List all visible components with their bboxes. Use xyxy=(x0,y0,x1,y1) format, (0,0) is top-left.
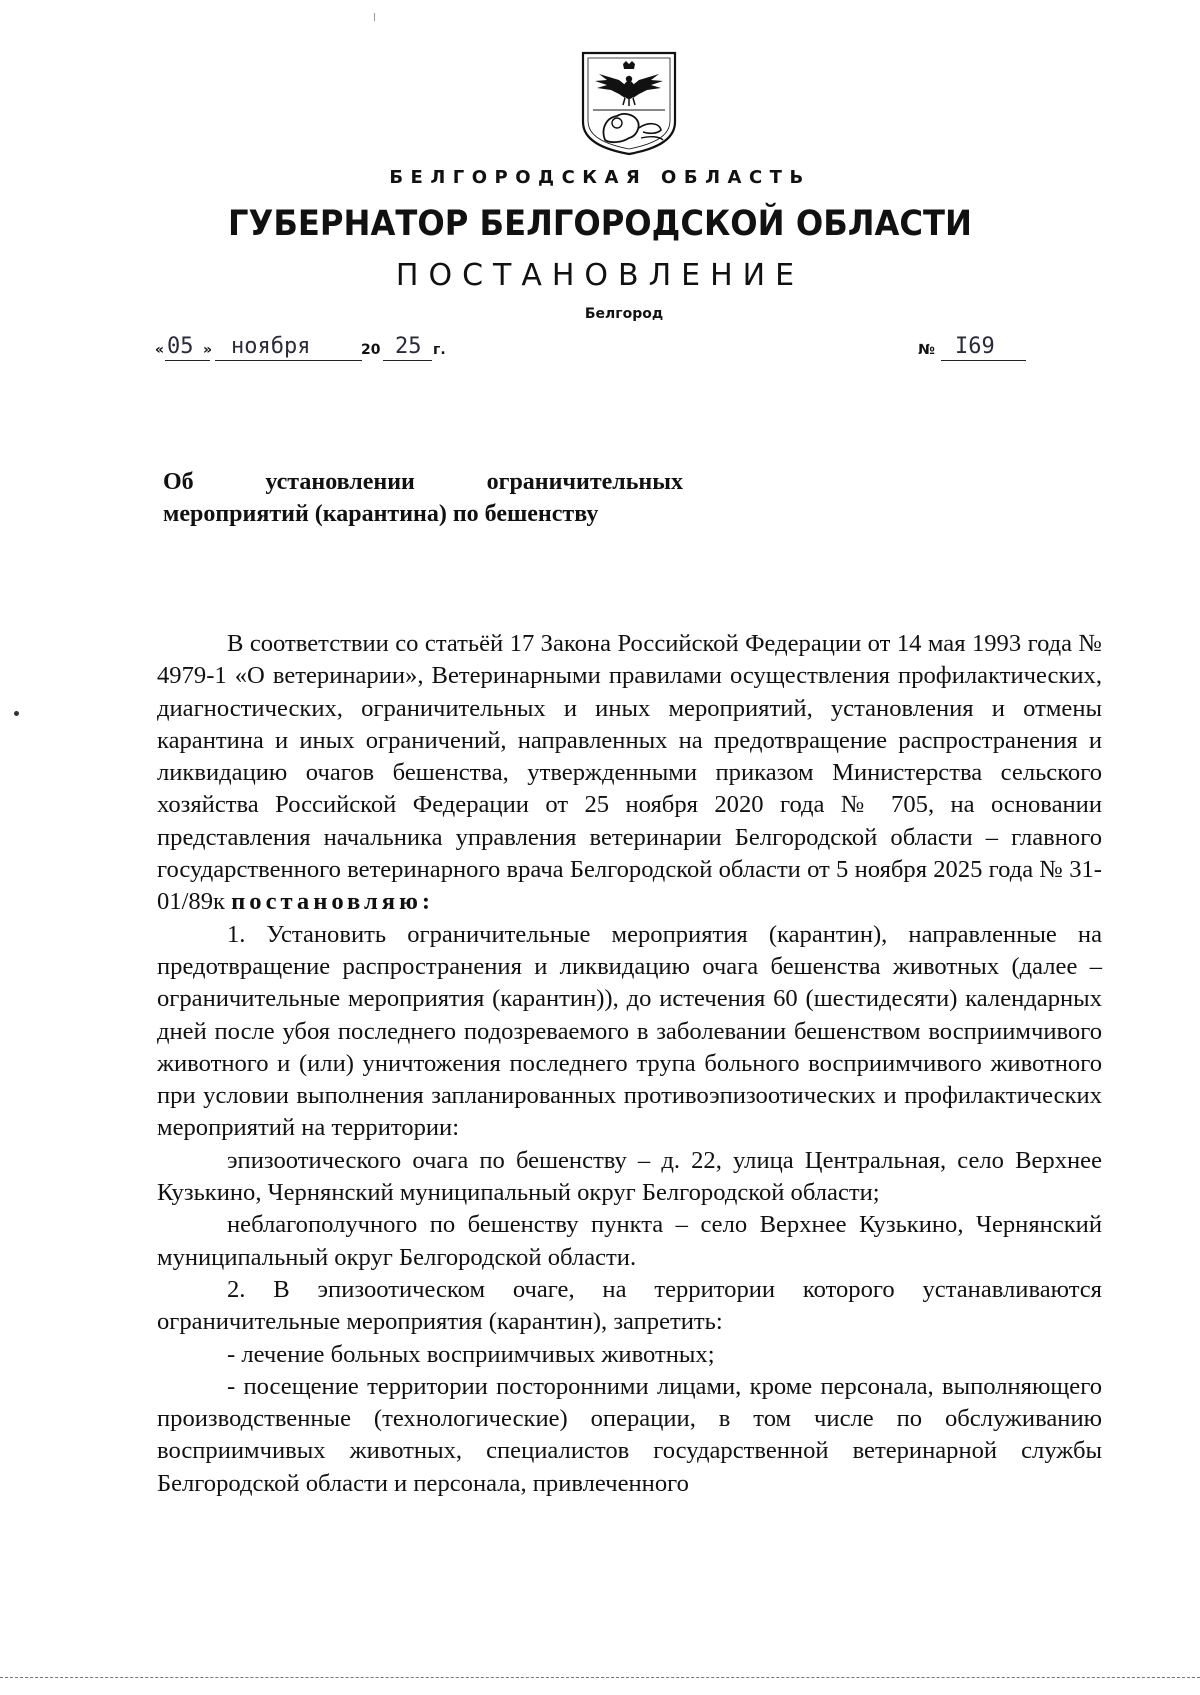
title-line-1 xyxy=(163,466,683,498)
scan-bottom-edge xyxy=(0,1677,1200,1678)
month-underline xyxy=(215,360,362,361)
item-1-paragraph: 1. Установить ограничительные мероприятия (карантин), направленные на предотвращение распространения и ликвидацию очага бешенства животных (далее – ограничительные мероприятия (карантин)), до истечения 60 (шестидесяти) календарных дней после убоя последнего подозреваемого в заболевании бешенством восприимчивого животного и (или) уничтожения последнего трупа больного восприимчивого животного при условии выполнения запланированных противоэпизоотических и профилактических мероприятий на территории: xyxy=(157,920,1102,1142)
number-underline xyxy=(941,360,1026,361)
margin-dot xyxy=(14,711,19,716)
title-word-2: установлении xyxy=(265,469,415,495)
month-value: ноября xyxy=(231,334,311,359)
day-underline xyxy=(165,360,210,361)
close-quote: » xyxy=(203,342,213,358)
governor-heading: ГУБЕРНАТОР БЕЛГОРОДСКОЙ ОБЛАСТИ xyxy=(228,204,972,244)
item-1a-paragraph: эпизоотического очага по бешенству – д. 22, улица Центральная, село Верхнее Кузькино, Чернянский муниципальный округ Белгородской области; xyxy=(157,1146,1102,1207)
item-2a-paragraph: - лечение больных восприимчивых животных; xyxy=(227,1340,715,1368)
year-underline xyxy=(383,360,432,361)
title-word-1: Об xyxy=(163,469,194,495)
year-prefix: 20 xyxy=(361,342,381,358)
document-body xyxy=(157,628,1102,1500)
number-label: № xyxy=(918,342,935,358)
resolve-word: постановляю: xyxy=(231,888,435,916)
issue-city xyxy=(0,306,1200,322)
preamble-paragraph xyxy=(157,628,1102,919)
item-1b-paragraph: неблагополучного по бешенству пункта – село Верхнее Кузькино, Чернянский муниципальный округ Белгородской области. xyxy=(157,1211,1102,1271)
coat-of-arms-emblem xyxy=(579,50,679,156)
preamble-text: В соответствии со статьёй 17 Закона Российской Федерации от 14 мая 1993 года № 4979-1 «О ветеринарии», Ветеринарными правилами осуществления профилактических, диагностических, ограничительных и иных мероприятий, установления и отмены карантина и иных ограничений, направленных на предотвращение распространения и ликвидацию очагов бешенства, утвержденными приказом Министерства сельского хозяйства Российской Федерации от 25 ноября 2020 года № 705, на основании представления начальника управления ветеринарии Белгородской области – главного государственного ветеринарного врача Белгородской области от 5 ноября 2025 года № 31-01/89к xyxy=(157,630,1102,916)
title-word-3: ограничительных xyxy=(486,469,683,495)
document-title xyxy=(163,466,683,530)
open-quote: « xyxy=(155,342,165,358)
date-number-line xyxy=(155,330,1095,364)
scan-tick xyxy=(374,13,375,21)
item-2b-paragraph: - посещение территории посторонними лицами, кроме персонала, выполняющего производственные (технологические) операции, в том числе по обслуживанию восприимчивых животных, специалистов государственной ветеринарной службы Белгородской области и персонала, привлеченного xyxy=(157,1372,1102,1497)
number-value: I69 xyxy=(955,334,995,359)
day-value: 05 xyxy=(167,334,194,359)
year-suffix: г. xyxy=(433,342,446,358)
region-heading: БЕЛГОРОДСКАЯ ОБЛАСТЬ xyxy=(389,167,811,188)
item-2-paragraph: 2. В эпизоотическом очаге, на территории которого устанавливаются ограничительные мероприятия (карантин), запретить: xyxy=(157,1275,1102,1336)
year-value: 25 xyxy=(395,334,422,359)
title-line-2: мероприятий (карантина) по бешенству xyxy=(163,501,599,527)
document-type-heading: ПОСТАНОВЛЕНИЕ xyxy=(395,258,805,293)
city-text: Белгород xyxy=(584,306,664,322)
